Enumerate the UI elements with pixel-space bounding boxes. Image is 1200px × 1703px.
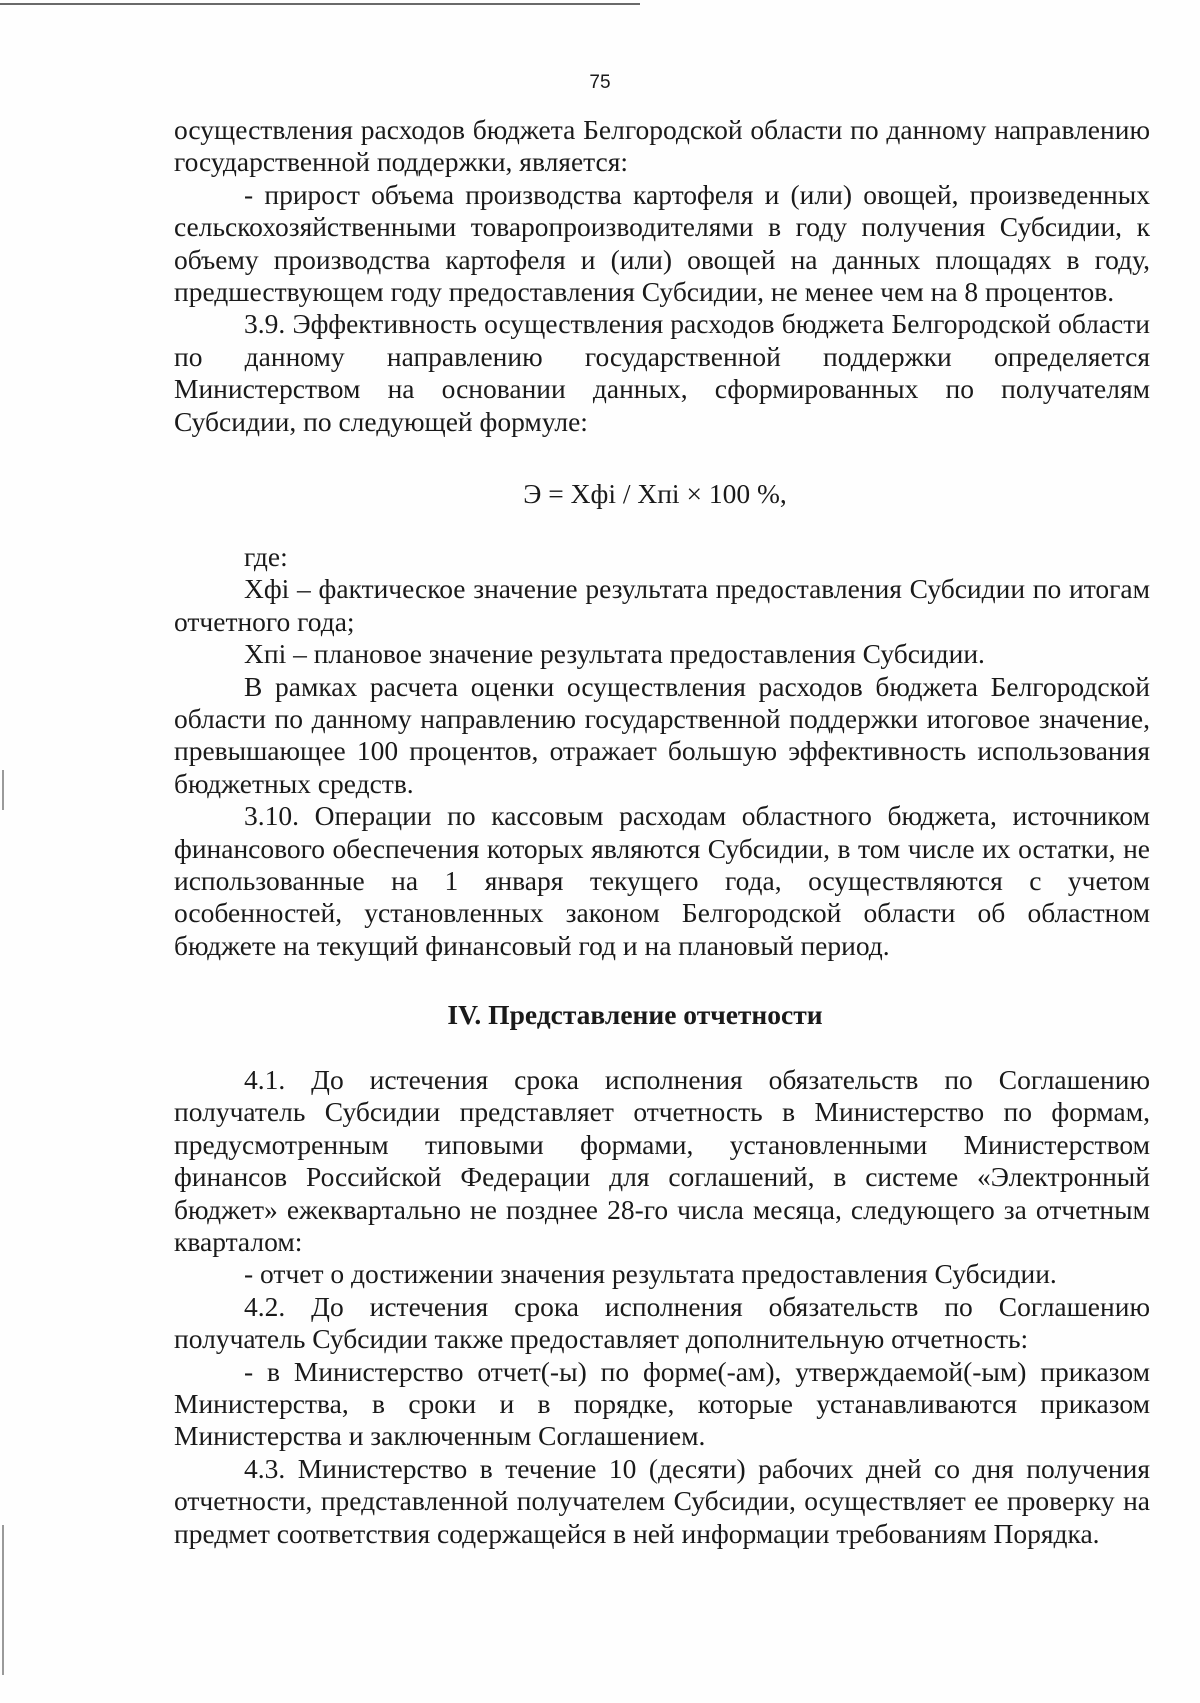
scan-top-rule: [0, 3, 640, 5]
paragraph: Хфі – фактическое значение результата предоставления Субсидии по итогам отчетного года;: [174, 573, 1150, 637]
text-block-top: [174, 114, 1150, 438]
page-number: 75: [589, 72, 611, 93]
paragraph: осуществления расходов бюджета Белгородской области по данному направлению государственной поддержки, является:: [174, 114, 1150, 178]
paragraph: 3.10. Операции по кассовым расходам областного бюджета, источником финансового обеспечения которых являются Субсидии, в том числе их остатки, не использованные на 1 января текущего года, осуществляются с учетом особенностей, установленных законом Белгородской области об областном бюджете на текущий финансовый год и на плановый период.: [174, 800, 1150, 961]
paragraph: 3.9. Эффективность осуществления расходов бюджета Белгородской области по данному направлению государственной поддержки определяется Министерством на основании данных, сформированных по получателям Субсидии, по следующей формуле:: [174, 308, 1150, 437]
scan-margin-mark: [2, 770, 4, 810]
paragraph: - отчет о достижении значения результата предоставления Субсидии.: [244, 1258, 1057, 1290]
paragraph: В рамках расчета оценки осуществления расходов бюджета Белгородской области по данному направлению государственной поддержки итоговое значение, превышающее 100 процентов, отражает большую эффективность использования бюджетных средств.: [174, 670, 1150, 799]
text-block-middle: [174, 541, 1150, 962]
scan-margin-mark: [2, 1525, 4, 1675]
paragraph: 4.3. Министерство в течение 10 (десяти) рабочих дней со дня получения отчетности, представленной получателем Субсидии, осуществляет ее проверку на предмет соответствия содержащейся в ней информации требованиям Порядка.: [174, 1452, 1150, 1549]
paragraph: Хпі – плановое значение результата предоставления Субсидии.: [244, 638, 985, 670]
section-heading: IV. Представление отчетности: [447, 999, 823, 1030]
paragraph: - в Министерство отчет(-ы) по форме(-ам), утверждаемой(-ым) приказом Министерства, в сроки и в порядке, которые устанавливаются приказом Министерства и заключенным Соглашением.: [174, 1355, 1150, 1452]
efficiency-formula: Э = Хфі / Хпі × 100 %,: [523, 478, 787, 509]
paragraph: - прирост объема производства картофеля и (или) овощей, произведенных сельскохозяйственными товаропроизводителями в году получения Субсидии, к объему производства картофеля и (или) овощей на данных площадях в году, предшествующем году предоставления Субсидии, не менее чем на 8 процентов.: [174, 178, 1150, 308]
paragraph: 4.2. До истечения срока исполнения обязательств по Соглашению получатель Субсидии также предоставляет дополнительную отчетность:: [174, 1290, 1150, 1355]
paragraph: 4.1. До истечения срока исполнения обязательств по Соглашению получатель Субсидии представляет отчетность в Министерство по формам, предусмотренным типовыми формами, установленными Министерством финансов Российской Федерации для соглашений, в системе «Электронный бюджет» ежеквартально не позднее 28-го числа месяца, следующего за отчетным кварталом:: [174, 1064, 1150, 1258]
text-block-bottom: [174, 1064, 1150, 1550]
paragraph: где:: [244, 541, 288, 572]
